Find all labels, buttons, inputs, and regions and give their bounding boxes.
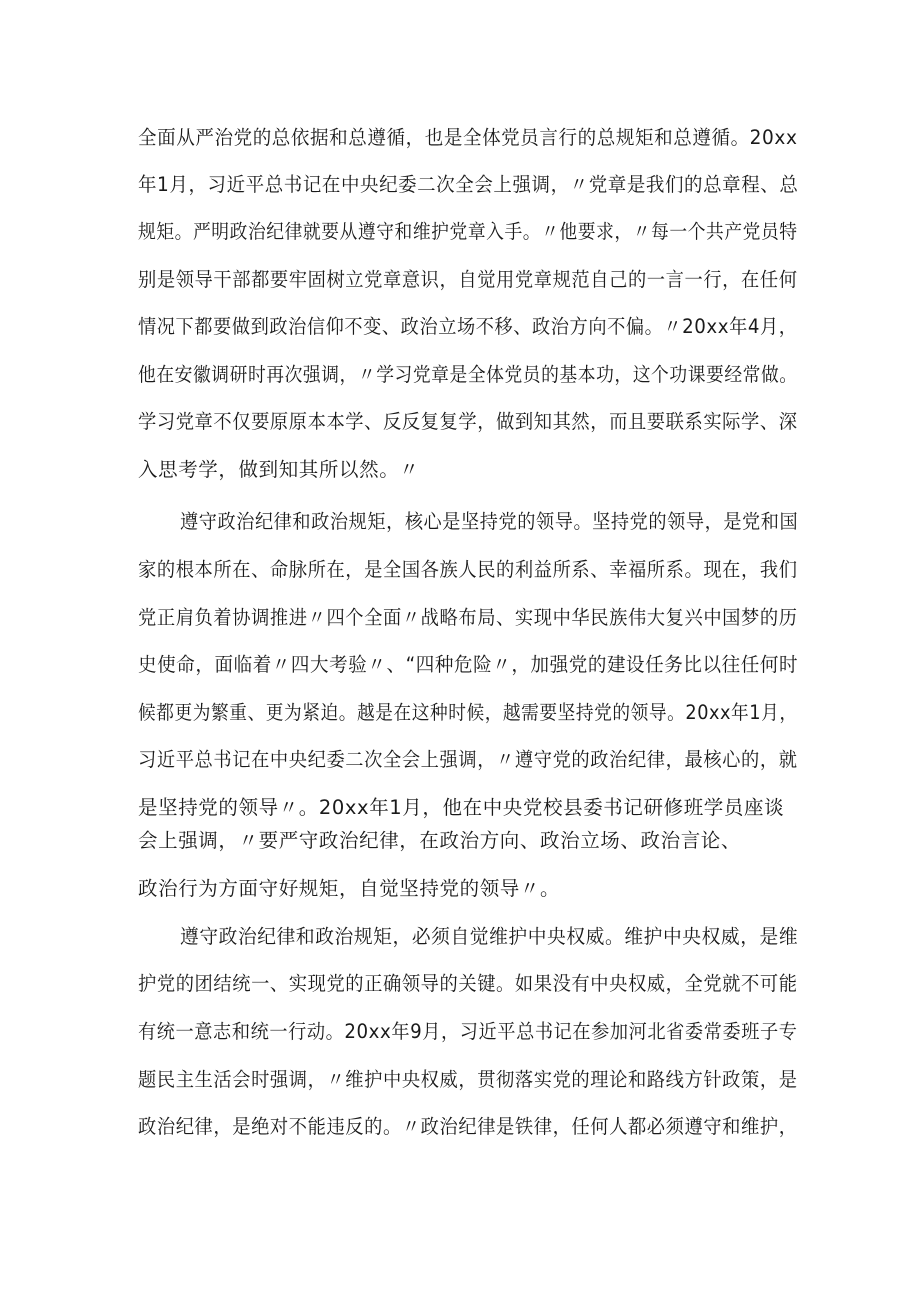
paragraph-2-line-5: 候都更为繁重、更为紧迫。越是在这种时候，越需要坚持党的领导。20xx年1月， [138,701,798,724]
paragraph-2-line-7: 是坚持党的领导〃。20xx年1月，他在中央党校县委书记研修班学员座谈 [138,796,785,819]
paragraph-2-line-9: 政治行为方面守好规矩，自觉坚持党的领导〃。 [138,877,561,900]
paragraph-1-line-4: 别是领导干部都要牢固树立党章意识，自觉用党章规范自己的一言一行，在任何 [138,268,798,291]
paragraph-1-line-5: 情况下都要做到政治信仰不变、政治立场不移、政治方向不偏。〃20xx年4月， [138,315,798,338]
paragraph-3-line-4: 题民主生活会时强调，〃维护中央权威，贯彻落实党的理论和路线方针政策，是 [138,1068,798,1091]
paragraph-3-line-2: 护党的团结统一、实现党的正确领导的关键。如果没有中央权威，全党就不可能 [138,972,798,995]
paragraph-2-line-6: 习近平总书记在中央纪委二次全会上强调，〃遵守党的政治纪律，最核心的，就 [138,748,798,771]
paragraph-1-line-2: 年1月，习近平总书记在中央纪委二次全会上强调，〃党章是我们的总章程、总 [138,173,799,196]
paragraph-1-line-6: 他在安徽调研时再次强调，〃学习党章是全体党员的基本功，这个功课要经常做。 [138,363,798,386]
paragraph-3-line-1: 遵守政治纪律和政治规矩，必须自觉维护中央权威。维护中央权威，是维 [180,925,799,948]
paragraph-1-line-1: 全面从严治党的总依据和总遵循，也是全体党员言行的总规矩和总遵循。20xx [138,126,798,149]
paragraph-2-line-2: 家的根本所在、命脉所在，是全国各族人民的利益所系、幸福所系。现在，我们 [138,558,798,581]
paragraph-2-line-8: 会上强调，〃要严守政治纪律，在政治方向、政治立场、政治言论、 [138,829,742,852]
paragraph-1-line-7: 学习党章不仅要原原本本学、反反复复学，做到知其然，而且要联系实际学、深 [138,410,798,433]
paragraph-2-line-4: 史使命，面临着〃四大考验〃、“四种危险〃，加强党的建设任务比以往任何时 [138,653,799,676]
paragraph-3-line-5: 政治纪律，是绝对不能违反的。〃政治纪律是铁律，任何人都必须遵守和维护， [138,1115,798,1138]
paragraph-3-line-3: 有统一意志和统一行动。20xx年9月，习近平总书记在参加河北省委常委班子专 [138,1020,798,1043]
paragraph-2-line-1: 遵守政治纪律和政治规矩，核心是坚持党的领导。坚持党的领导，是党和国 [180,510,799,533]
paragraph-2-line-3: 党正肩负着协调推进〃四个全面〃战略布局、实现中华民族伟大复兴中国梦的历 [138,606,798,629]
paragraph-1-line-3: 规矩。严明政治纪律就要从遵守和维护党章入手。〃他要求，〃每一个共产党员特 [138,220,798,243]
paragraph-1-line-8: 入思考学，做到知其所以然。〃 [138,458,420,481]
